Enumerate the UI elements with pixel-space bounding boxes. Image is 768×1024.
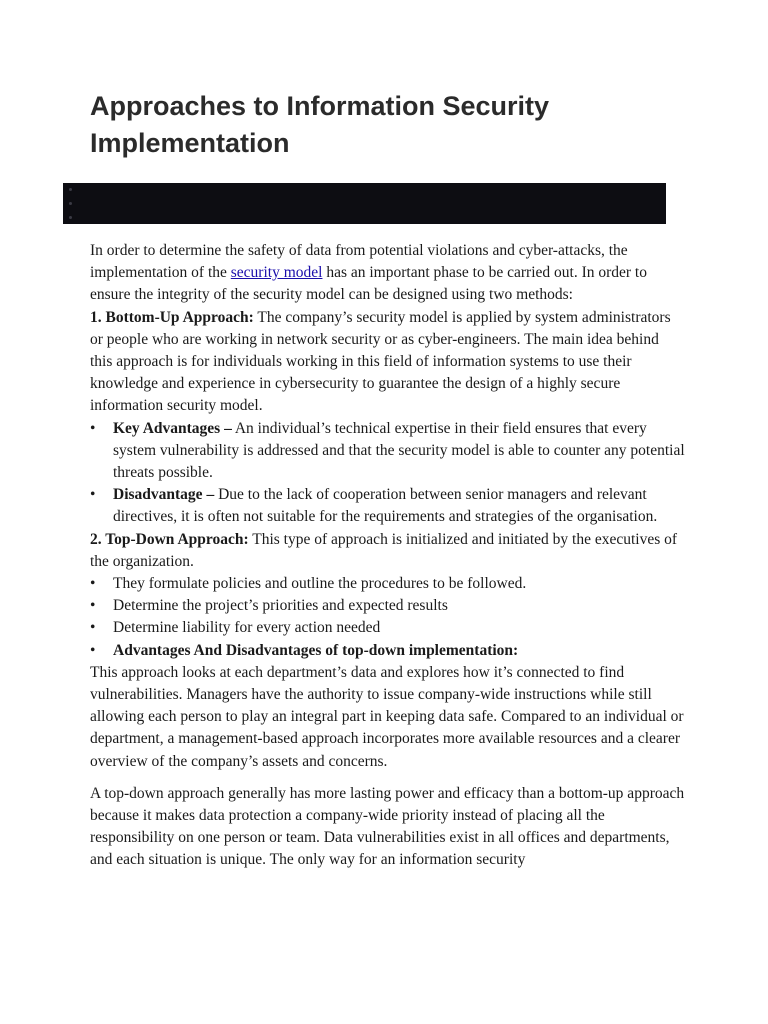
bullet-dot-icon [69, 188, 72, 191]
top-down-comparison-paragraph: A top-down approach generally has more lasting power and efficacy than a bottom-up approach because it makes data protection a company-wide priority instead of placing all the responsibility on one person or team. Data vulnerabilities exist in all offices and departments, and each situation is unique. The only way for an information security [90, 784, 685, 869]
top-down-heading: 2. Top-Down Approach: [90, 530, 249, 548]
list-item: • Disadvantage – Due to the lack of cooperation between senior managers and relevant directives, it is often not suitable for the requirements and strategies of the organisation. [90, 484, 685, 528]
bottom-up-paragraph: 1. Bottom-Up Approach: The company’s security model is applied by system administrators or people who are working in network security or as cyber-engineers. The main idea behind this approach is for individuals working in this field of information systems to use their knowledge and experience in cybersecurity to guarantee the design of a highly secure information security model. [90, 308, 671, 415]
list-item: • Key Advantages – An individual’s technical expertise in their field ensures that every system vulnerability is addressed and that the security model is able to counter any potential threats possible. [90, 418, 685, 485]
bottom-up-list [90, 418, 685, 529]
list-item: • They formulate policies and outline the procedures to be followed. [90, 573, 685, 595]
bottom-up-heading: 1. Bottom-Up Approach: [90, 308, 254, 326]
top-down-list [90, 573, 685, 662]
article-header [90, 88, 680, 162]
list-item: • Advantages And Disadvantages of top-down implementation: [90, 640, 685, 662]
list-item: • Determine liability for every action needed [90, 617, 685, 639]
dark-banner [63, 183, 666, 224]
security-model-link[interactable]: security model [230, 264, 323, 282]
bullet-dot-icon [69, 202, 72, 205]
article-body [90, 240, 685, 872]
bullet-dot-icon [69, 216, 72, 219]
top-down-details-paragraph: This approach looks at each department’s data and explores how it’s connected to find vulnerabilities. Managers have the authority to issue company-wide instructions while still allowing each person to play an integral part in keeping data safe. Compared to an individual or department, a management-based approach incorporates more available resources and a clearer overview of the company’s assets and concerns. [90, 663, 684, 770]
list-item: • Determine the project’s priorities and expected results [90, 595, 685, 617]
top-down-paragraph: 2. Top-Down Approach: This type of approach is initialized and initiated by the executives of the organization. [90, 530, 678, 570]
page-title: Approaches to Information Security Implementation [90, 91, 550, 158]
intro-paragraph: In order to determine the safety of data from potential violations and cyber-attacks, the implementation of the security model has an important phase to be carried out. In order to ensure the integrity of the security model can be designed using two methods: [90, 242, 647, 304]
